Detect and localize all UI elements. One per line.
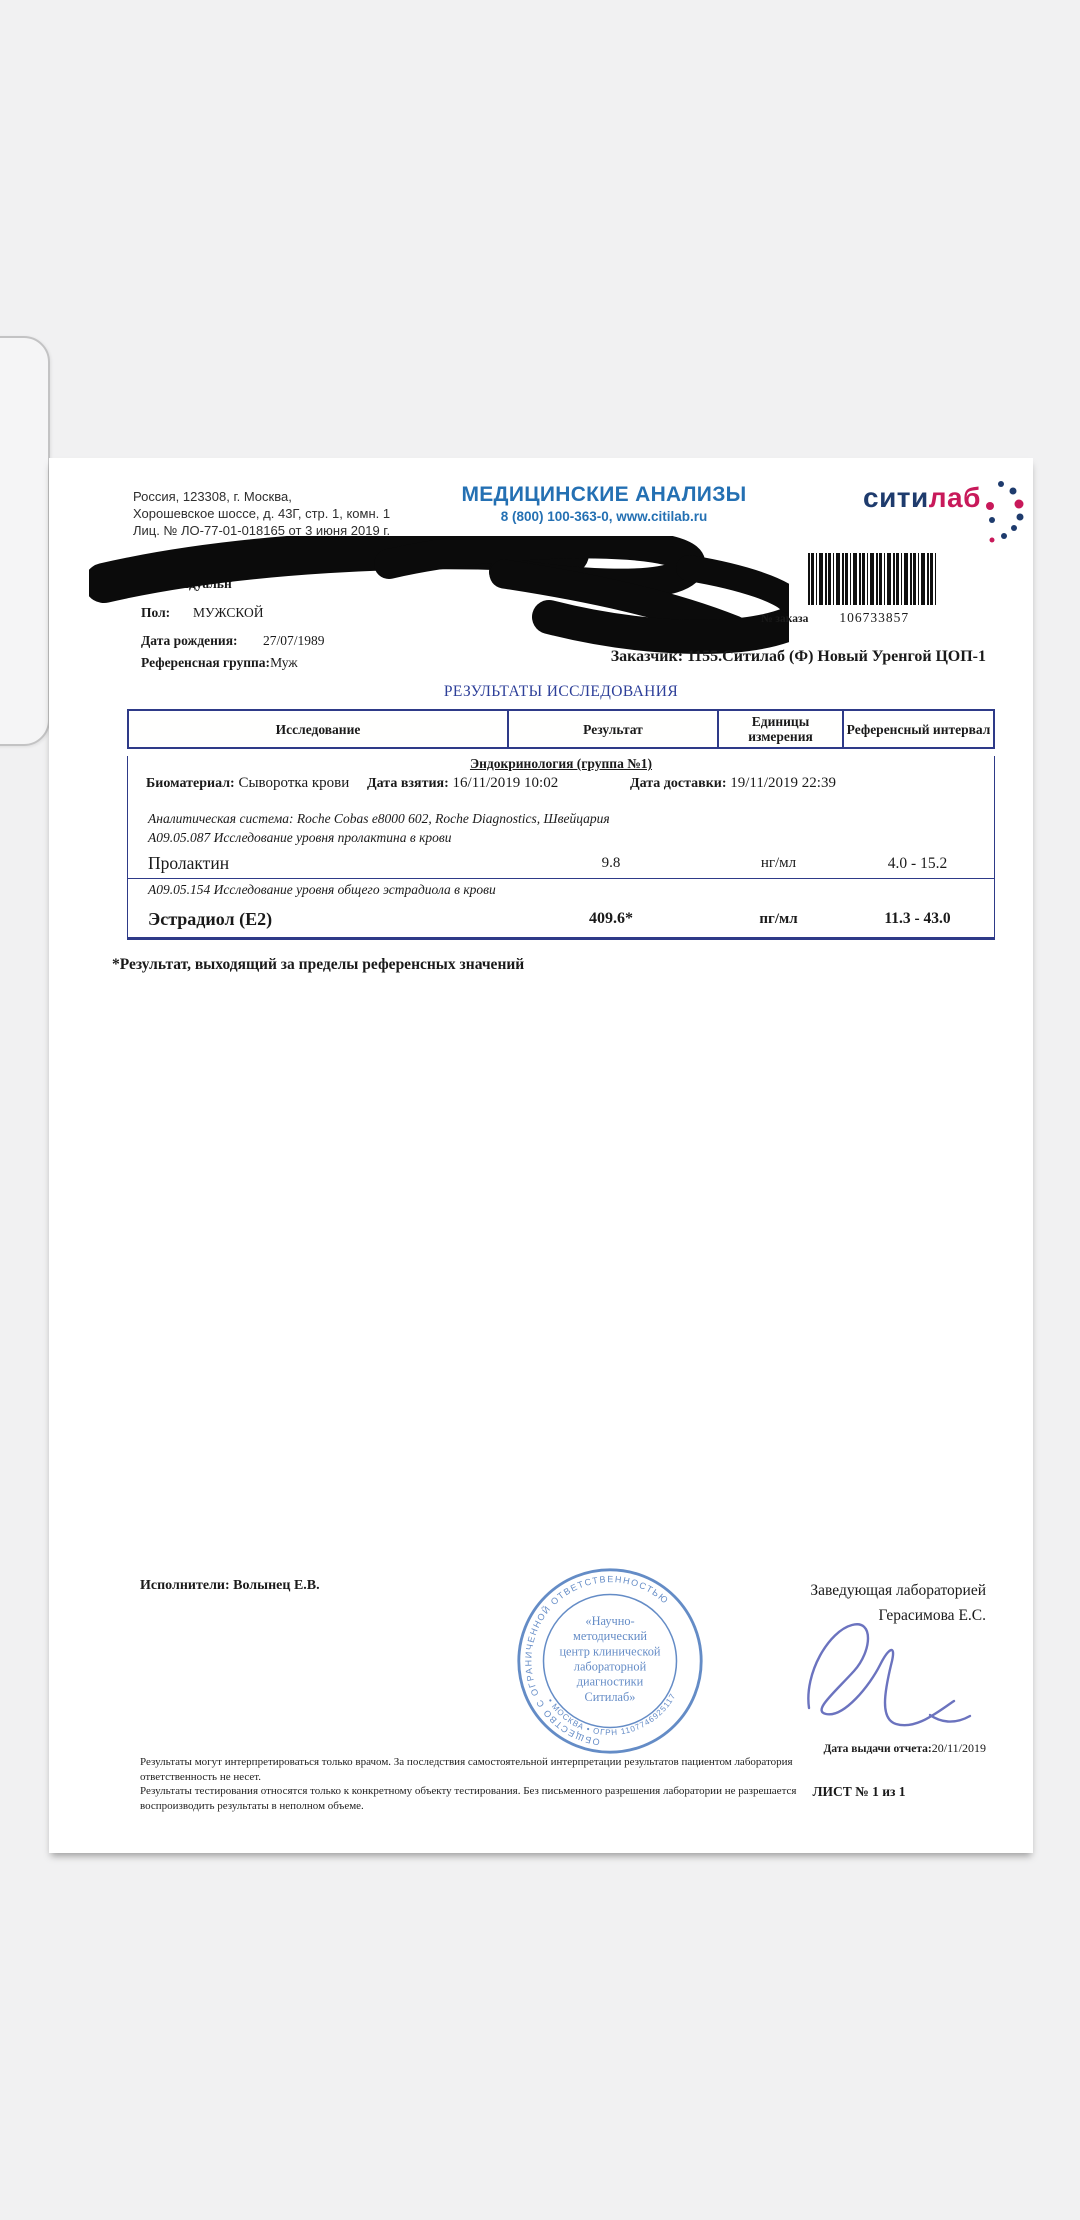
address-line: Россия, 123308, г. Москва,: [133, 489, 292, 504]
test-code-line: A09.05.087 Исследование уровня пролактина в крови: [148, 830, 452, 845]
patient-sex-row: [141, 605, 264, 621]
col-header-result: Результат: [507, 711, 717, 747]
executors-value: Волынец Е.В.: [233, 1578, 320, 1593]
stamp-center-line: центр клинической: [559, 1644, 661, 1659]
section-header: Эндокринология (группа №1): [469, 756, 653, 771]
stamp-center-line: Ситилаб»: [584, 1689, 636, 1704]
taken-value: 16/11/2019 10:02: [452, 775, 559, 791]
report-date-line: [649, 1741, 986, 1756]
birthdate-label: Дата рождения:: [141, 633, 238, 648]
birthdate-row: [141, 633, 325, 649]
disclaimer-line: воспроизводить результаты в неполном объеме.: [140, 1799, 364, 1812]
biomaterial-label: Биоматериал:: [146, 776, 235, 791]
report-date-value: 20/11/2019: [931, 1741, 986, 1755]
customer-value: 1155.Ситилаб (Ф) Новый Уренгой ЦОП-1: [687, 648, 986, 665]
test-name: Эстрадиол (Е2): [148, 908, 273, 929]
signature-scribble: [784, 1613, 984, 1743]
order-number-row: [761, 610, 1001, 626]
stamp-ring-top-text: ОБЩЕСТВО С ОГРАНИЧЕННОЙ ОТВЕТСТВЕННОСТЬЮ: [523, 1574, 671, 1748]
patient-id-row: [141, 576, 232, 592]
out-of-range-footnote: *Результат, выходящий за пределы референсных значений: [112, 956, 525, 973]
col-header-study: Исследование: [129, 711, 507, 747]
disclaimer-line: Результаты тестирования относятся только к конкретному объекту тестирования. Без письменного разрешения лаборатории не разрешается: [140, 1785, 797, 1797]
sex-label: Пол:: [141, 605, 171, 620]
birthdate-value: 27/07/1989: [263, 633, 325, 648]
test-units: нг/мл: [760, 855, 797, 871]
results-table: [127, 709, 995, 940]
report-title: МЕДИЦИНСКИЕ АНАЛИЗЫ: [461, 483, 747, 506]
citilab-logo: [863, 482, 1027, 544]
test-result: 409.6*: [589, 910, 633, 927]
test-reference: 4.0 - 15.2: [887, 854, 948, 872]
biomaterial-value: Сыворотка крови: [238, 775, 350, 791]
stamp-center-line: лабораторной: [573, 1659, 647, 1674]
order-number-label: № заказа: [761, 613, 809, 625]
logo-text-lab: лаб: [928, 482, 981, 513]
col-header-units: Единицы измерения: [717, 711, 842, 747]
lab-report-page: [49, 458, 1033, 1853]
logo-dots-icon: [983, 478, 1027, 544]
test-result: 9.8: [601, 855, 621, 871]
table-row: [128, 849, 994, 879]
ref-group-label: Референсная группа:: [141, 655, 271, 670]
stamp-center-line: диагностики: [576, 1674, 644, 1689]
delivered-label: Дата доставки:: [629, 776, 727, 791]
test-reference: 11.3 - 43.0: [884, 910, 951, 927]
order-number-value: 106733857: [839, 610, 910, 625]
edge-panel-handle[interactable]: [0, 336, 50, 746]
customer-label: Заказчик:: [610, 648, 684, 665]
lab-address: [133, 488, 390, 539]
sex-value: МУЖСКОЙ: [193, 605, 264, 620]
ref-group-row: [141, 655, 298, 671]
stamp-center-line: «Научно-: [585, 1613, 635, 1628]
disclaimer-line: ответственность не несет.: [140, 1770, 262, 1783]
address-line: Хорошевское шоссе, д. 43Г, стр. 1, комн. 1: [133, 506, 391, 521]
table-header-row: [127, 709, 995, 749]
executors-line: [140, 1578, 320, 1594]
sample-meta-row: [128, 775, 994, 797]
head-of-lab-name: Герасимова Е.С.: [878, 1607, 986, 1624]
phone-website: 8 (800) 100-363-0, www.citilab.ru: [500, 509, 708, 524]
disclaimer-line: Результаты могут интерпретироваться только врачом. За последствия самостоятельной интерпретации результатов пациентом лаборатория: [140, 1756, 793, 1768]
delivered-value: 19/11/2019 22:39: [730, 775, 836, 791]
head-of-lab-title: Заведующая лабораторией: [810, 1582, 986, 1599]
sheet-number: ЛИСТ № 1 из 1: [812, 1784, 906, 1799]
executors-label: Исполнители:: [140, 1578, 230, 1593]
test-name: Пролактин: [148, 853, 230, 873]
stamp-center-line: методический: [573, 1629, 647, 1644]
report-header: [404, 483, 804, 524]
stamp-ring-bottom-text: • МОСКВА • ОГРН 1107746925117: [545, 1691, 678, 1738]
taken-label: Дата взятия:: [367, 776, 449, 791]
order-barcode: [808, 553, 938, 605]
analytical-system-line: Аналитическая система: Roche Cobas e8000 602, Roche Diagnostics, Швейцария: [148, 811, 610, 826]
logo-text-citi: сити: [863, 482, 929, 513]
ref-group-value: Муж: [270, 655, 298, 670]
address-line: Лиц. № ЛО-77-01-018165 от 3 июня 2019 г.: [133, 523, 391, 538]
test-units: пг/мл: [759, 910, 798, 927]
table-body: [127, 756, 995, 940]
table-row: [128, 901, 994, 937]
test-code-line: A09.05.154 Исследование уровня общего эстрадиола в крови: [148, 882, 496, 897]
col-header-reference: Референсный интервал: [842, 711, 993, 747]
patient-id-label: Индивидуальн: [141, 576, 232, 591]
results-title: РЕЗУЛЬТАТЫ ИССЛЕДОВАНИЯ: [443, 683, 679, 700]
customer-line: [449, 648, 986, 666]
report-date-label: Дата выдачи отчета:: [823, 1743, 932, 1755]
